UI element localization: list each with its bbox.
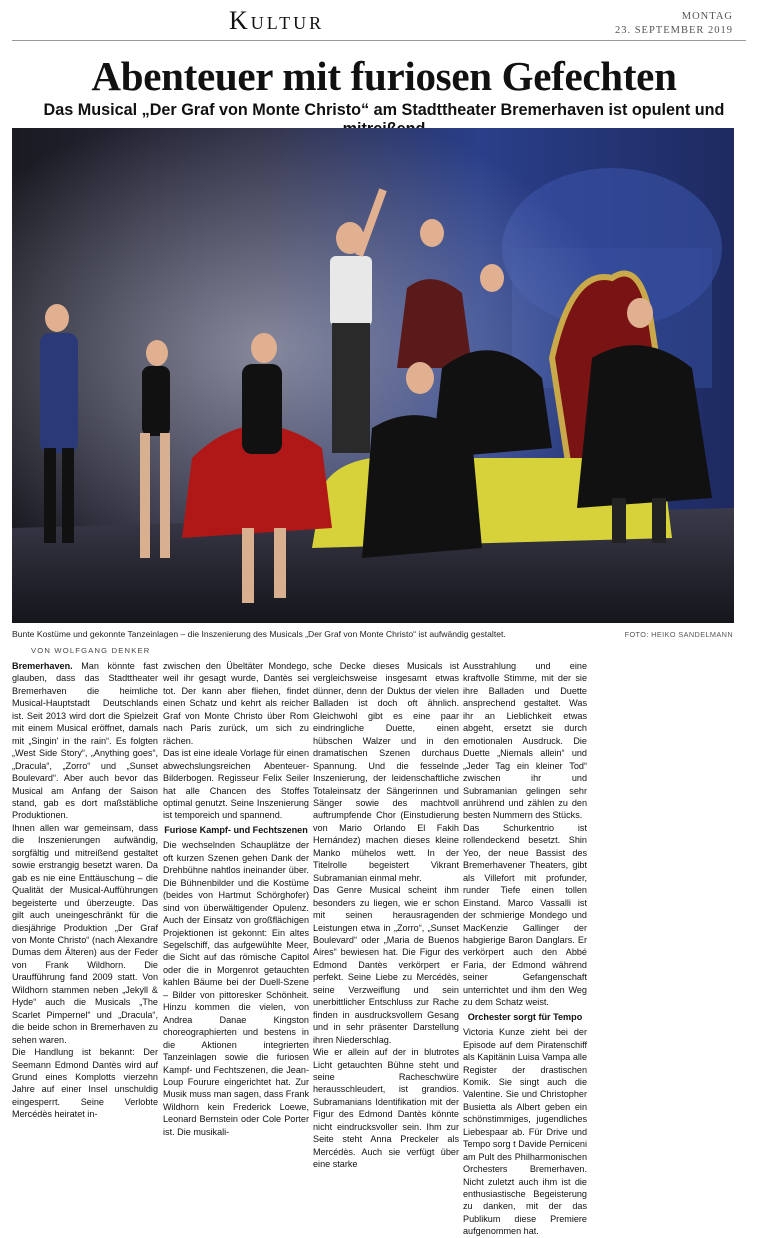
- header-rule: [12, 40, 746, 41]
- issue-date: [615, 10, 733, 38]
- paragraph-text: sche Decke dieses Musicals ist vergleichsweise insgesamt etwas dünner, denn der Duktus der vielen Balladen ist doch oft ähnlich. Gleichwohl gibt es eine paar eindringliche Duette, einen hübschen Walzer und in den dramatischen Szenen durchaus Spannung. Und die fesselnde Inszenierung, der leidenschaftliche Totaleinsatz der Sängerinnen und Sänger sowie des machtvoll auftrumpfende Chor (Einstudierung von Mario Orlando El Fakih Hernández) machen dieses kleine Manko mühelos wett. In der Titelrolle begeistert Vikrant Subramanian einmal mehr.: [313, 661, 459, 883]
- article-column-1: [12, 660, 158, 1120]
- article-paragraph: [163, 839, 309, 1138]
- article-paragraph: [12, 822, 158, 1046]
- paragraph-text: Das ist eine ideale Vorlage für einen abwechslungsreichen Abenteuer-Bilderbogen. Regisseur Felix Seiler hat alle Chancen des Stoffes optimal genutzt. Seine Inszenierung ist temporeich und spannend.: [163, 748, 309, 821]
- article-paragraph: [12, 1046, 158, 1121]
- section-title: Kultur: [229, 6, 325, 35]
- stage-photo-illustration: [12, 128, 734, 623]
- paragraph-text: Die wechselnden Schauplätze der oft kurzen Szenen gehen Dank der Drehbühne nahtlos ineinander über. Die Bühnenbilder und die Kostüme (beides von Hartmut Schörghofer) sind von überwältigender Opulenz. Auch der Einsatz von großflächigen Projektionen ist gekonnt: Ein altes Segelschiff, das aufgewühlte Meer, die Sicht auf das römische Capitol oder die in Morgenrot getauchten kahlen Bäume bei der Duell-Szene – Bilder von pittoresker Schönheit. Hinzu kommen die vielen, von Andrea Danae Kingston choreographierten und bestens in die Aktionen integrierten Tanzeinlagen sowie die furiosen Kampf- und Fechtszenen, die Jean-Loup Fourure eingerichtet hat. Zur Musik muss man sagen, dass Frank Wildhorn kein Frederick Loewe, Leonard Bernstein oder Cole Porter ist. Die musikali-: [163, 840, 309, 1137]
- photo-credit: FOTO: HEIKO SANDELMANN: [624, 630, 733, 639]
- article-paragraph: [313, 660, 459, 884]
- article-paragraph: [313, 1046, 459, 1171]
- article-paragraph: [463, 1026, 587, 1238]
- weekday: MONTAG: [681, 11, 733, 22]
- byline: VON WOLFGANG DENKER: [31, 646, 151, 655]
- section-subheading: Furiose Kampf- und Fechtszenen: [164, 824, 308, 835]
- article-paragraph: [163, 660, 309, 747]
- article-paragraph: [12, 660, 158, 822]
- date: 23. SEPTEMBER 2019: [614, 25, 733, 36]
- dateline: Bremerhaven.: [12, 661, 73, 671]
- paragraph-text: Ihnen allen war gemeinsam, dass die Inszenierungen aufwändig, sorgfältig und mitreißend gestaltet sowie erstrangig besetzt waren. Da gab es nie eine Enttäuschung – die Qualität der Musical-Aufführungen begeisterte und überzeugte. Das gilt auch uneingeschränkt für die diesjährige Produktion „Der Graf von Monte Christo“ (nach Alexandre Dumas dem Älteren) aus der Feder von Frank Wildhorn. Die Uraufführung fand 2009 statt. Von Wildhorn stammen neben „Jekyll & Hyde“ auch die Musicals „The Scarlet Pimpernel“ und „Dracula“, die beide schon in Bremerhaven zu sehen waren.: [12, 822, 158, 1045]
- article-paragraph: [463, 822, 587, 1009]
- paragraph-text: Das Schurkentrio ist rollendeckend besetzt. Shin Yeo, der neue Bassist des Bremerhavener Theaters, gibt als Villefort mit profunder, runder Tiefe einen tollen Einstand. Marco Vassalli ist der schmierige Mondego und MacKenzie Gallinger der habgierige Baron Danglars. Er verkörpert auch den Abbé Faria, der Edmond während seiner Gefangenschaft unterrichtet und ihm den Weg zu dem Schatz weist.: [463, 822, 587, 1008]
- headline: Abenteuer mit furiosen Gefechten: [91, 53, 677, 99]
- paragraph-text: Wie er allein auf der in blutrotes Licht getauchten Bühne steht und seine Racheschwüre herausschleudert, ist grandios. Subramanians Identifikation mit der Figur des Edmond Dantès könnte nicht eindrucksvoller sein. Ihm zur Seite steht Anna Preckeler als Mercédès. Auch sie verfügt über eine starke: [313, 1047, 459, 1170]
- article-column-3: [313, 660, 459, 1170]
- article-column-4: [463, 660, 587, 1237]
- section-subheading: Orchester sorgt für Tempo: [467, 1011, 583, 1022]
- photo-caption: Bunte Kostüme und gekonnte Tanzeinlagen – die Inszenierung des Musicals „Der Graf von Monte Christo“ ist aufwändig gestaltet.: [12, 629, 506, 639]
- subheadline: Das Musical „Der Graf von Monte Christo“ am Stadttheater Bremerhaven ist opulent und: [43, 101, 725, 119]
- article-paragraph: [313, 884, 459, 1046]
- article-paragraph: [463, 660, 587, 822]
- article-paragraph: [163, 747, 309, 822]
- paragraph-text: zwischen den Übeltäter Mondego, weil ihr gesagt wurde, Dantès sei tot. Der kann aber fliehen, findet einen Schatz und kehrt als reicher Graf von Monte Christo über Rom nach Paris zurück, um sich zu rächen.: [163, 661, 309, 746]
- article-column-2: [163, 660, 309, 1137]
- paragraph-text: Man könnte fast glauben, dass das Stadttheater Bremerhaven die heimliche Musical-Hauptstadt Deutschlands ist. Seit 2013 wird dort die Spielzeit mit einem Musical eröffnet, damals mit „Singin' in the rain“. Es folgten „West Side Story“, „Anything goes“, „Dracula“, „Zorro“ und „Sunset Boulevard“. Aber auch bevor das Musical am Anfang der Saison stand, gab es dort maßstäbliche Produktionen.: [12, 661, 158, 821]
- paragraph-text: Victoria Kunze zieht bei der Episode auf dem Piratenschiff als Kapitänin Luisa Vampa alle Register der drastischen Komik. Sie singt auch die Valentine. Sie und Christopher Busietta als Albert geben ein schönstimmiges, jugendliches Liebespaar ab. Für Drive und Tempo sorg t Davide Perniceni am Pult des Philharmonischen Orchesters Bremerhaven. Nicht zuletzt auch ihm ist die enthusiastische Begeisterung zu danken, mit der das Publikum diese Premiere aufgenommen hat.: [463, 1027, 587, 1237]
- paragraph-text: Das Genre Musical scheint ihm besonders zu liegen, wie er schon mit seinen herausragenden Leistungen etwa in „Zorro“, „Sunset Boulevard“ oder „Maria de Buenos Aires“ bewiesen hat. Die Figur des Edmond Dantès verkörpert er perfekt. Seine Liebe zu Mercédès, seine Verzweiflung und sein unerbittlicher Entschluss zur Rache finden in ausdrucksvollem Gesang und in sehr präsenter Darstellung ihren Niederschlag.: [313, 885, 459, 1045]
- stage-photo: [12, 128, 734, 623]
- paragraph-text: Ausstrahlung und eine kraftvolle Stimme, mit der sie ihre Balladen und Duette ansprechend gestaltet. Was ihr an Lieblichkeit etwas abgeht, ersetzt sie durch emotionalen Ausdruck. Die Duette „Niemals allein“ und „Jeder Tag ein kleiner Tod“ zwischen ihr und Subramanian gelingen sehr anrührend und zählen zu den besten Nummern des Stücks.: [463, 661, 587, 821]
- paragraph-text: Die Handlung ist bekannt: Der Seemann Edmond Dantès wird auf Grund eines Komplotts vierzehn Jahre auf einer Insel unschuldig eingesperrt. Seine Verlobte Mercédès heiratet in-: [12, 1047, 158, 1120]
